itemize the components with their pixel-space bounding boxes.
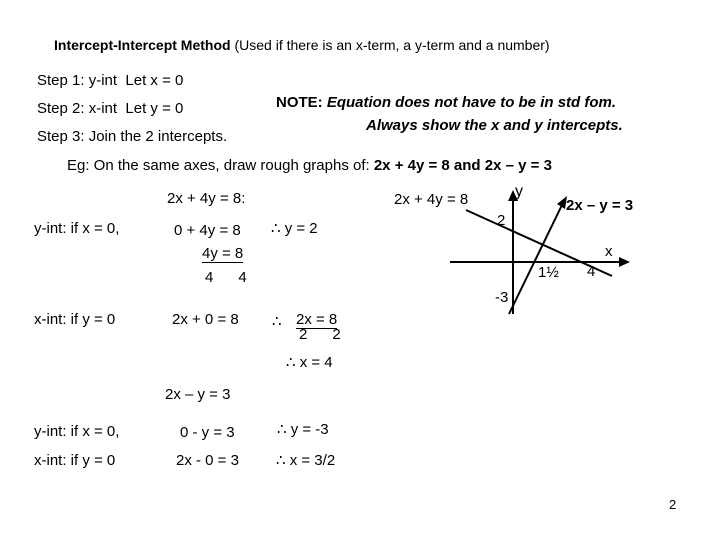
graph-tick-x-4: 4 xyxy=(587,263,596,280)
example-eq2: 2x – y = 3 xyxy=(484,157,552,174)
eq1-xint-fraction-bottom: 2 2 xyxy=(299,326,341,343)
graph-x-axis-label: x xyxy=(605,243,613,260)
step-label: Step 3: xyxy=(37,128,85,145)
eq1-xint-result: ∴ x = 4 xyxy=(286,354,333,371)
graph-y-axis-label: y xyxy=(515,183,523,200)
eq1-xint-fraction-top: 2x = 8 xyxy=(296,311,338,328)
graph-label-eq1: 2x + 4y = 8 xyxy=(394,191,469,208)
method-name: Intercept-Intercept Method xyxy=(54,37,231,53)
eq1-xint-label: x-int: if y = 0 xyxy=(34,311,116,328)
note-line-2: Always show the x and y intercepts. xyxy=(366,117,623,134)
method-usage: (Used if there is an x-term, a y-term and a number) xyxy=(230,37,550,53)
example-joiner: and xyxy=(453,157,481,174)
eq2-xint-label: x-int: if y = 0 xyxy=(34,452,116,469)
page-number: 2 xyxy=(669,497,677,512)
eq1-yint-label: y-int: if x = 0, xyxy=(34,220,120,237)
eq1-yint-step1: 0 + 4y = 8 xyxy=(174,222,241,239)
note-text-1: Equation does not have to be in std fom. xyxy=(326,94,617,111)
eq1-xint-step1: 2x + 0 = 8 xyxy=(172,311,239,328)
graph-tick-y-minus-3: -3 xyxy=(495,289,509,306)
step-term: y-int xyxy=(88,72,118,89)
graph-label-eq2: 2x – y = 3 xyxy=(566,197,634,214)
eq2-yint-label: y-int: if x = 0, xyxy=(34,423,120,440)
graph-tick-y-2: 2 xyxy=(497,212,506,229)
example-prefix: Eg: On the same axes, draw rough graphs of: xyxy=(67,157,370,174)
step-label: Step 2: xyxy=(37,100,85,117)
eq2-yint-step: 0 - y = 3 xyxy=(180,424,235,441)
eq1-yint-result: ∴ y = 2 xyxy=(271,220,318,237)
graph-tick-x-1-5: 1½ xyxy=(538,264,559,281)
note-label: NOTE: xyxy=(276,94,323,111)
eq1-yint-divisor: 4 4 xyxy=(205,269,247,286)
graph-line-eq2 xyxy=(509,205,562,314)
step-action: Let x = 0 xyxy=(125,72,184,89)
step-action: Let y = 0 xyxy=(125,100,184,117)
example-eq1: 2x + 4y = 8 xyxy=(373,157,450,174)
therefore-symbol: ∴ xyxy=(272,313,282,330)
eq1-heading: 2x + 4y = 8: xyxy=(167,190,246,207)
step-action: Join the 2 intercepts. xyxy=(88,128,228,145)
eq2-xint-step: 2x - 0 = 3 xyxy=(176,452,239,469)
eq1-yint-step2: 4y = 8 xyxy=(202,245,244,262)
eq2-yint-result: ∴ y = -3 xyxy=(277,421,329,438)
eq2-heading: 2x – y = 3 xyxy=(165,386,231,403)
eq2-xint-result: ∴ x = 3/2 xyxy=(276,452,336,469)
x-axis-arrow xyxy=(619,257,630,267)
step-term: x-int xyxy=(88,100,118,117)
step-label: Step 1: xyxy=(37,72,85,89)
